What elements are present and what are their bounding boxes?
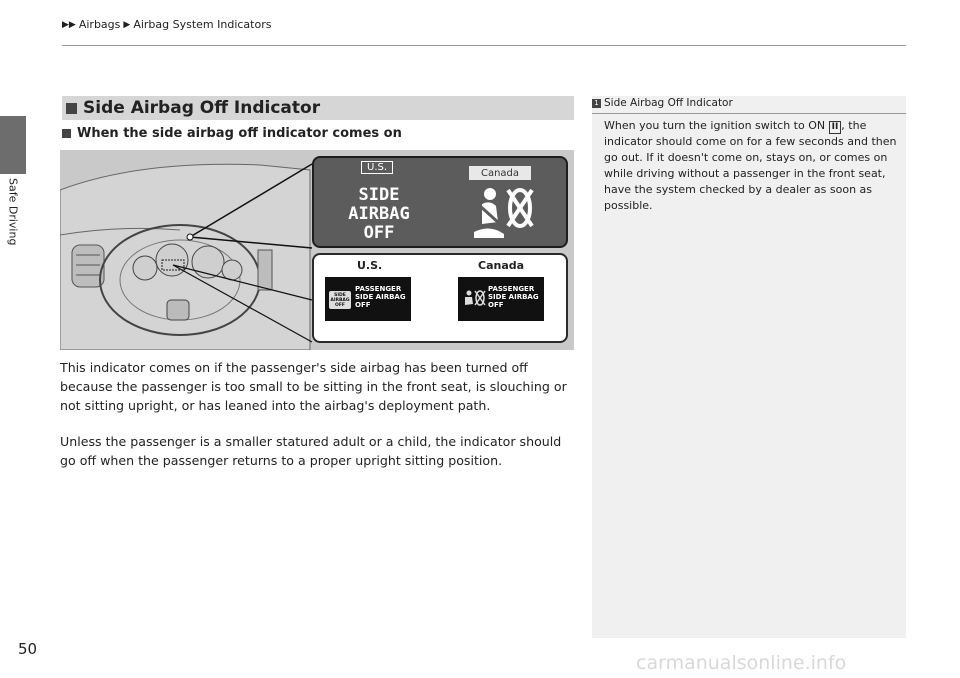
indicator-label-line: SIDE AIRBAG: [355, 293, 406, 301]
subsection-title: When the side airbag off indicator comes on: [77, 126, 402, 141]
region-tag-canada: Canada: [469, 166, 531, 180]
breadcrumb: [62, 18, 271, 31]
page-number: 50: [18, 640, 38, 658]
note-text-start: When you turn the ignition switch to ON: [604, 119, 829, 132]
chapter-label: Safe Driving: [6, 178, 20, 246]
side-note-divider: [592, 113, 906, 114]
body-paragraph-1: This indicator comes on if the passenger's side airbag has been turned off because the passenger is too small to be sitting in the front seat, is slouching or not sitting upright, or has leaned into the airbag's deployment path.: [60, 360, 567, 413]
watermark: carmanualsonline.info: [636, 652, 847, 674]
square-bullet-icon: [62, 129, 71, 138]
subsection-heading: [62, 126, 402, 141]
side-airbag-off-icon: [329, 291, 351, 309]
indicator-line: SIDE: [358, 185, 400, 205]
note-number-icon: 1: [592, 99, 601, 108]
side-airbag-off-text-indicator: [346, 186, 412, 243]
indicator-label-line: PASSENGER: [488, 285, 535, 293]
ignition-position-key-icon: II: [829, 121, 842, 134]
indicator-label-line: OFF: [355, 301, 371, 309]
indicator-label: [355, 285, 406, 309]
icon-line: AIRBAG: [330, 297, 350, 303]
square-bullet-icon: [66, 103, 77, 114]
indicator-label-line: SIDE AIRBAG: [488, 293, 539, 301]
section-title: Side Airbag Off Indicator: [83, 98, 321, 118]
region-tag-us: U.S.: [361, 161, 393, 174]
indicator-line: AIRBAG: [348, 204, 410, 224]
breadcrumb-arrow-icon: ▶▶: [62, 19, 76, 30]
icon-line: OFF: [335, 302, 345, 308]
indicator-label-line: PASSENGER: [355, 285, 402, 293]
us-indicator-panel: [325, 277, 411, 321]
side-note-text: [604, 118, 900, 214]
region-label-canada: Canada: [478, 259, 525, 272]
breadcrumb-arrow-icon: ▶: [123, 19, 131, 30]
indicator-label-line: OFF: [488, 301, 504, 309]
icon-line: SIDE: [334, 292, 346, 298]
side-note-heading: [592, 97, 733, 109]
region-label-us: U.S.: [357, 259, 383, 272]
breadcrumb-item-airbags[interactable]: Airbags: [78, 18, 121, 31]
indicator-label: [488, 285, 539, 309]
side-note-title: Side Airbag Off Indicator: [604, 97, 733, 109]
header-divider: [62, 45, 906, 46]
body-paragraph-2: Unless the passenger is a smaller statured adult or a child, the indicator should go off when the passenger returns to a proper upright sitting position.: [60, 434, 562, 468]
canada-indicator-panel: [458, 277, 544, 321]
section-heading: [62, 96, 574, 120]
passenger-airbag-off-icon: [470, 184, 534, 242]
breadcrumb-item-indicators[interactable]: Airbag System Indicators: [133, 18, 272, 31]
note-text-end: , the indicator should come on for a few seconds and then go out. If it doesn't come on, stays on, or comes on while driving without a passenger in the front seat, have the system checked by a dealer as soon as possible.: [604, 119, 897, 212]
indicator-line: OFF: [363, 223, 395, 243]
passenger-airbag-off-small-icon: [462, 289, 486, 309]
